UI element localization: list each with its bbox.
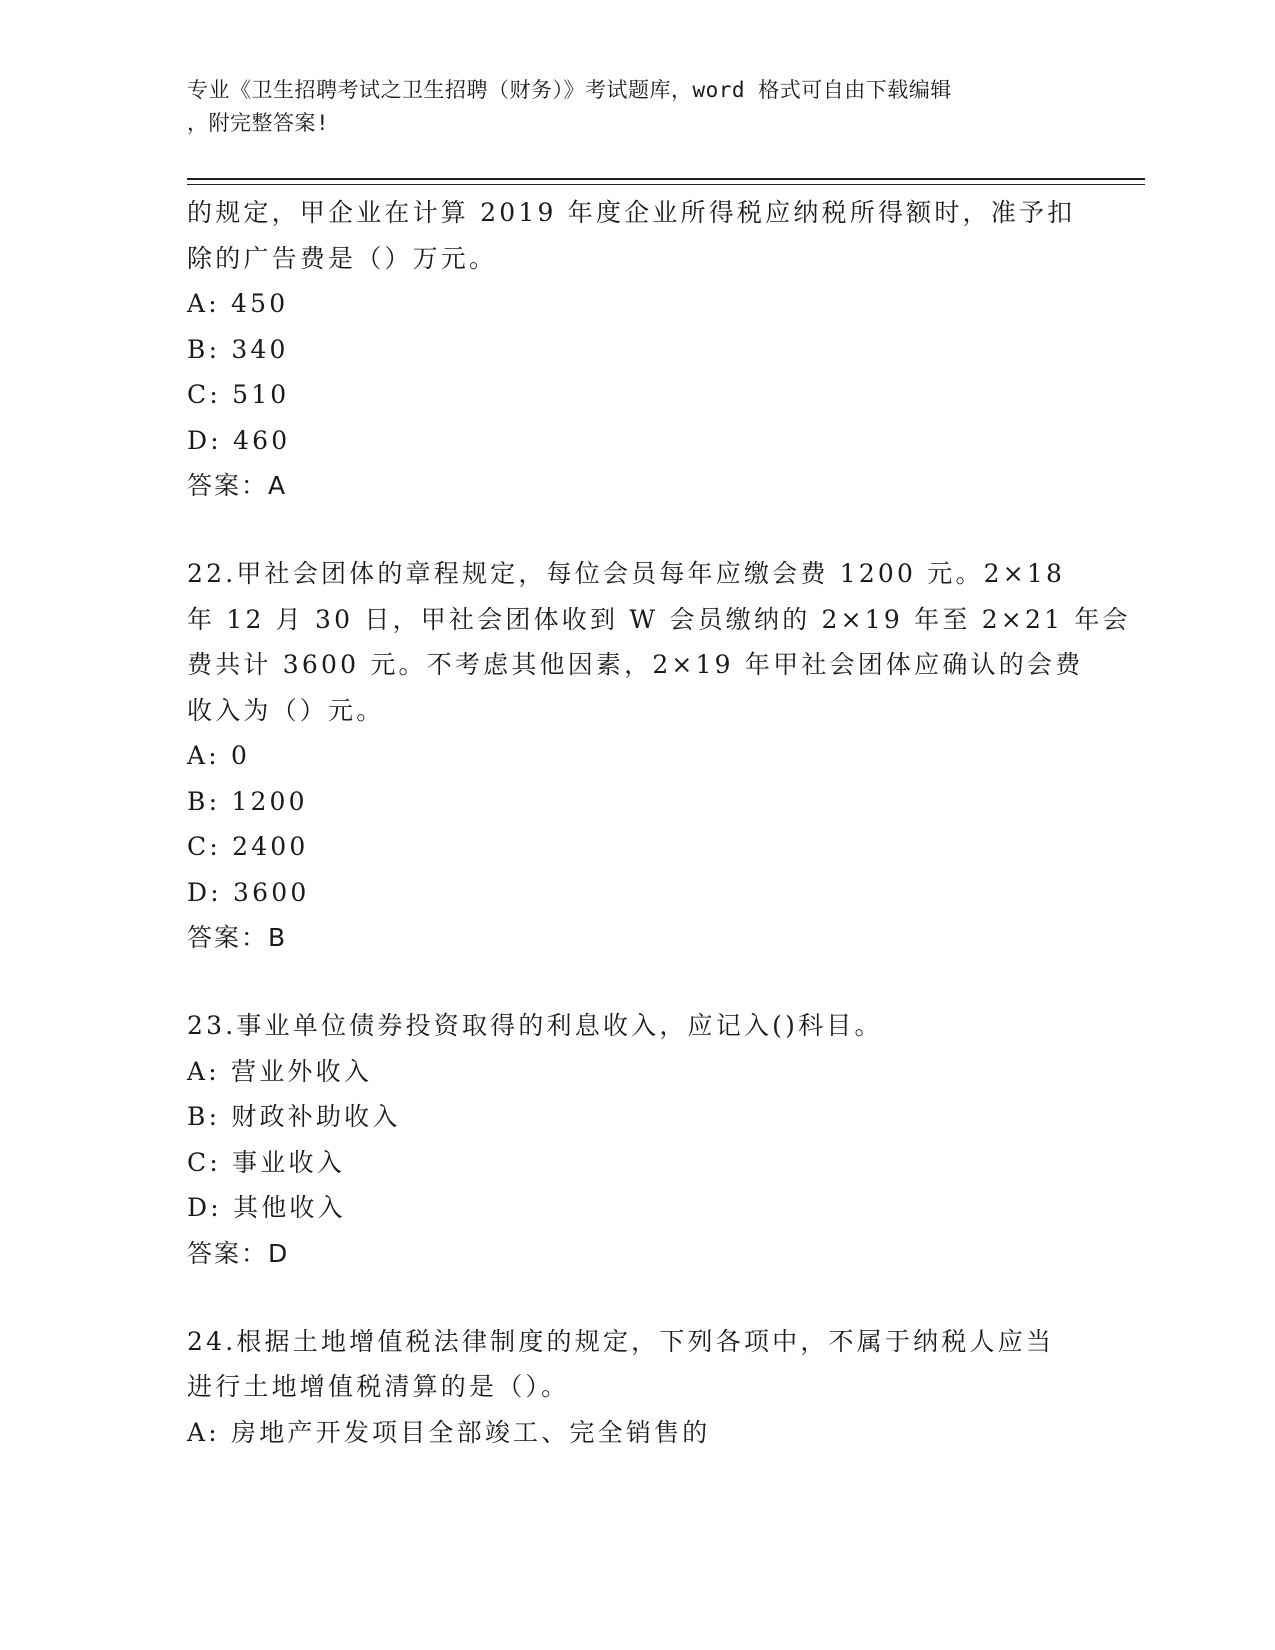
option-b: B: 340 (187, 334, 289, 364)
option-c: C: 2400 (187, 832, 309, 861)
question-stem-line: 费共计 3600 元。不考虑其他因素，2×19 年甲社会团体应确认的会费 (187, 650, 1084, 679)
answer-line: 答案：B (187, 923, 288, 952)
question-stem-line: 24.根据土地增值税法律制度的规定，下列各项中，不属于纳税人应当 (187, 1326, 1055, 1356)
document-header (187, 74, 1087, 140)
option-a: A: 450 (187, 289, 289, 318)
option-a: A: 0 (187, 741, 251, 770)
answer-line: 答案：A (187, 471, 288, 500)
answer-line: 答案：D (187, 1238, 290, 1268)
question-stem-line: 进行土地增值税清算的是（）。 (187, 1372, 570, 1401)
header-rule-thin (187, 184, 1145, 185)
question-stem-line: 收入为（）元。 (187, 695, 385, 725)
header-rule-thick (187, 178, 1145, 180)
option-b: B: 1200 (187, 786, 308, 816)
question-21 (187, 190, 1087, 508)
option-b: B: 财政补助收入 (187, 1102, 401, 1131)
question-stem-line: 的规定，甲企业在计算 2019 年度企业所得税应纳税所得额时，准予扣 (187, 198, 1076, 227)
question-stem-line: 年 12 月 30 日，甲社会团体收到 W 会员缴纳的 2×19 年至 2×21 年会 (187, 604, 1131, 634)
header-line-2: ，附完整答案! (187, 111, 330, 135)
option-a: A: 营业外收入 (187, 1056, 373, 1086)
option-a: A: 房地产开发项目全部竣工、完全销售的 (187, 1417, 711, 1447)
question-stem-line: 23.事业单位债券投资取得的利息收入，应记入()科目。 (187, 1011, 883, 1040)
question-list (187, 190, 1131, 1455)
header-line-1: 专业《卫生招聘考试之卫生招聘（财务）》考试题库，word 格式可自由下载编辑 (187, 78, 952, 102)
option-d: D: 460 (187, 425, 291, 455)
question-spacer (187, 508, 1087, 551)
question-22 (187, 551, 1131, 960)
question-stem-line: 22.甲社会团体的章程规定，每位会员每年应缴会费 1200 元。2×18 (187, 559, 1066, 588)
question-23 (187, 1003, 1087, 1276)
question-24 (187, 1319, 1087, 1456)
option-d: D: 3600 (187, 877, 310, 907)
option-c: C: 510 (187, 380, 290, 409)
question-stem-line: 除的广告费是（）万元。 (187, 243, 498, 273)
option-c: C: 事业收入 (187, 1147, 345, 1177)
option-d: D: 其他收入 (187, 1193, 346, 1222)
question-spacer (187, 1276, 1087, 1319)
question-spacer (187, 960, 1087, 1003)
